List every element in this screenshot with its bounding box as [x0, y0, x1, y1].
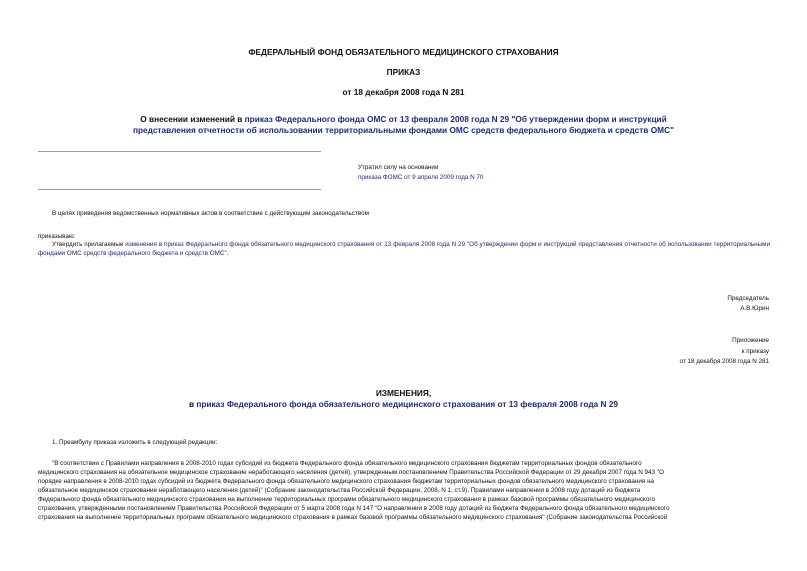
org-name: ФЕДЕРАЛЬНЫЙ ФОНД ОБЯЗАТЕЛЬНОГО МЕДИЦИНСКОГО СТРАХОВАНИЯ	[248, 47, 559, 57]
changes-subtitle-prefix: в	[188, 399, 197, 409]
appendix-to-order: к приказу	[741, 348, 769, 355]
doc-title-prefix: О внесении изменений в	[140, 114, 245, 124]
quote-line: обязательное медицинское страхование неработающего населения (детей)" (Собрание законодательства Российской Федерации, 2008, N 1, ст.9), Правилами направления в 2008 году дотаций из бюджета	[38, 487, 641, 494]
divider-bottom	[38, 189, 321, 190]
appendix-label: Приложение	[732, 337, 769, 344]
changes-subtitle-link[interactable]: приказ Федерального фонда обязательного медицинского страхования от 13 февраля 2008 года N 29	[196, 399, 619, 409]
quote-line: страхования, утвержденными постановлением Правительства Российской Федерации от 5 марта 2008 года N 147 "О направлении в 2008 году дотаций из бюджета Федерального фонда обязательного медицинского	[38, 505, 670, 512]
approve-paragraph: Утвердить прилагаемые изменения в приказ Федерального фонда обязательного медицинского страхования от 13 февраля 2008 года N 29 "Об утверждении форм и инструкций представления отчетности об использовании территориальными фондами ОМС средств федерального бюджета и средств ОМС".	[38, 241, 770, 257]
quote-block	[38, 459, 768, 522]
quote-line: страхования на выполнение территориальных программ обязательного медицинского страхования в рамках базовой программы обязательного медицинского страхования" (Собрание законодательства Российской	[38, 514, 668, 521]
changes-subtitle	[0, 399, 807, 409]
quote-line: Федерального фонда обязательного медицинского страхования на выполнение территориальных программ обязательного медицинского страхования в рамках базовой программы обязательного медицинского	[38, 496, 656, 503]
order-word: приказываю:	[38, 233, 76, 240]
doc-date: от 18 декабря 2008 года N 281	[342, 87, 465, 97]
doc-title-line-2[interactable]: представления отчетности об использовании территориальными фондами ОМС средств федерального бюджета и средств ОМС"	[132, 125, 675, 135]
appendix-date: от 18 декабря 2008 года N 281	[679, 358, 769, 365]
quote-line: порядке направления в 2008-2010 годах субсидий из бюджета Федерального фонда обязательного медицинского страхования бюджетам территориальных фондов обязательного медицинского страхования на	[38, 478, 655, 485]
approve-link[interactable]: изменения в приказ Федерального фонда обязательного медицинского страхования от 13 февраля 2008 года N 29 "Об утверждении форм и инструкций представления отчетности об использовании территориальными фондами ОМС средств федерального бюджета и средств ОМС"	[38, 241, 770, 257]
doc-type: ПРИКАЗ	[386, 67, 421, 77]
quote-line: медицинского страхования на обязательное медицинское страхование неработающего населения (детей), утвержденным постановлением Правительства Российской Федерации от 29 декабря 2007 года N 943 "О	[38, 469, 664, 476]
amended-order-link[interactable]: приказ Федерального фонда ОМС от 13 февраля 2008 года N 29 "Об утверждении форм и инструкций	[244, 114, 667, 124]
repeal-note: Утратил силу на основании	[358, 164, 439, 171]
signature-name: А.В.Юрин	[740, 305, 769, 312]
repeal-link[interactable]: приказа ФОМС от 9 апреля 2009 года N 70	[358, 174, 484, 181]
intro-text: В целях приведения ведомственных нормативных актов в соответствие с действующим законодательством	[52, 210, 369, 217]
quote-line: "В соответствии с Правилами направления в 2008-2010 годах субсидий из бюджета Федерального фонда обязательного медицинского страхования бюджетам территориальных фондов обязательного	[52, 460, 642, 467]
changes-title: ИЗМЕНЕНИЯ,	[375, 388, 432, 398]
doc-title-line-1	[0, 114, 807, 124]
divider-top	[38, 151, 321, 152]
signature-role: Председатель	[727, 295, 769, 302]
item-1: 1. Преамбулу приказа изложить в следующей редакции:	[52, 439, 218, 446]
approve-prefix: Утвердить прилагаемые	[52, 241, 126, 248]
